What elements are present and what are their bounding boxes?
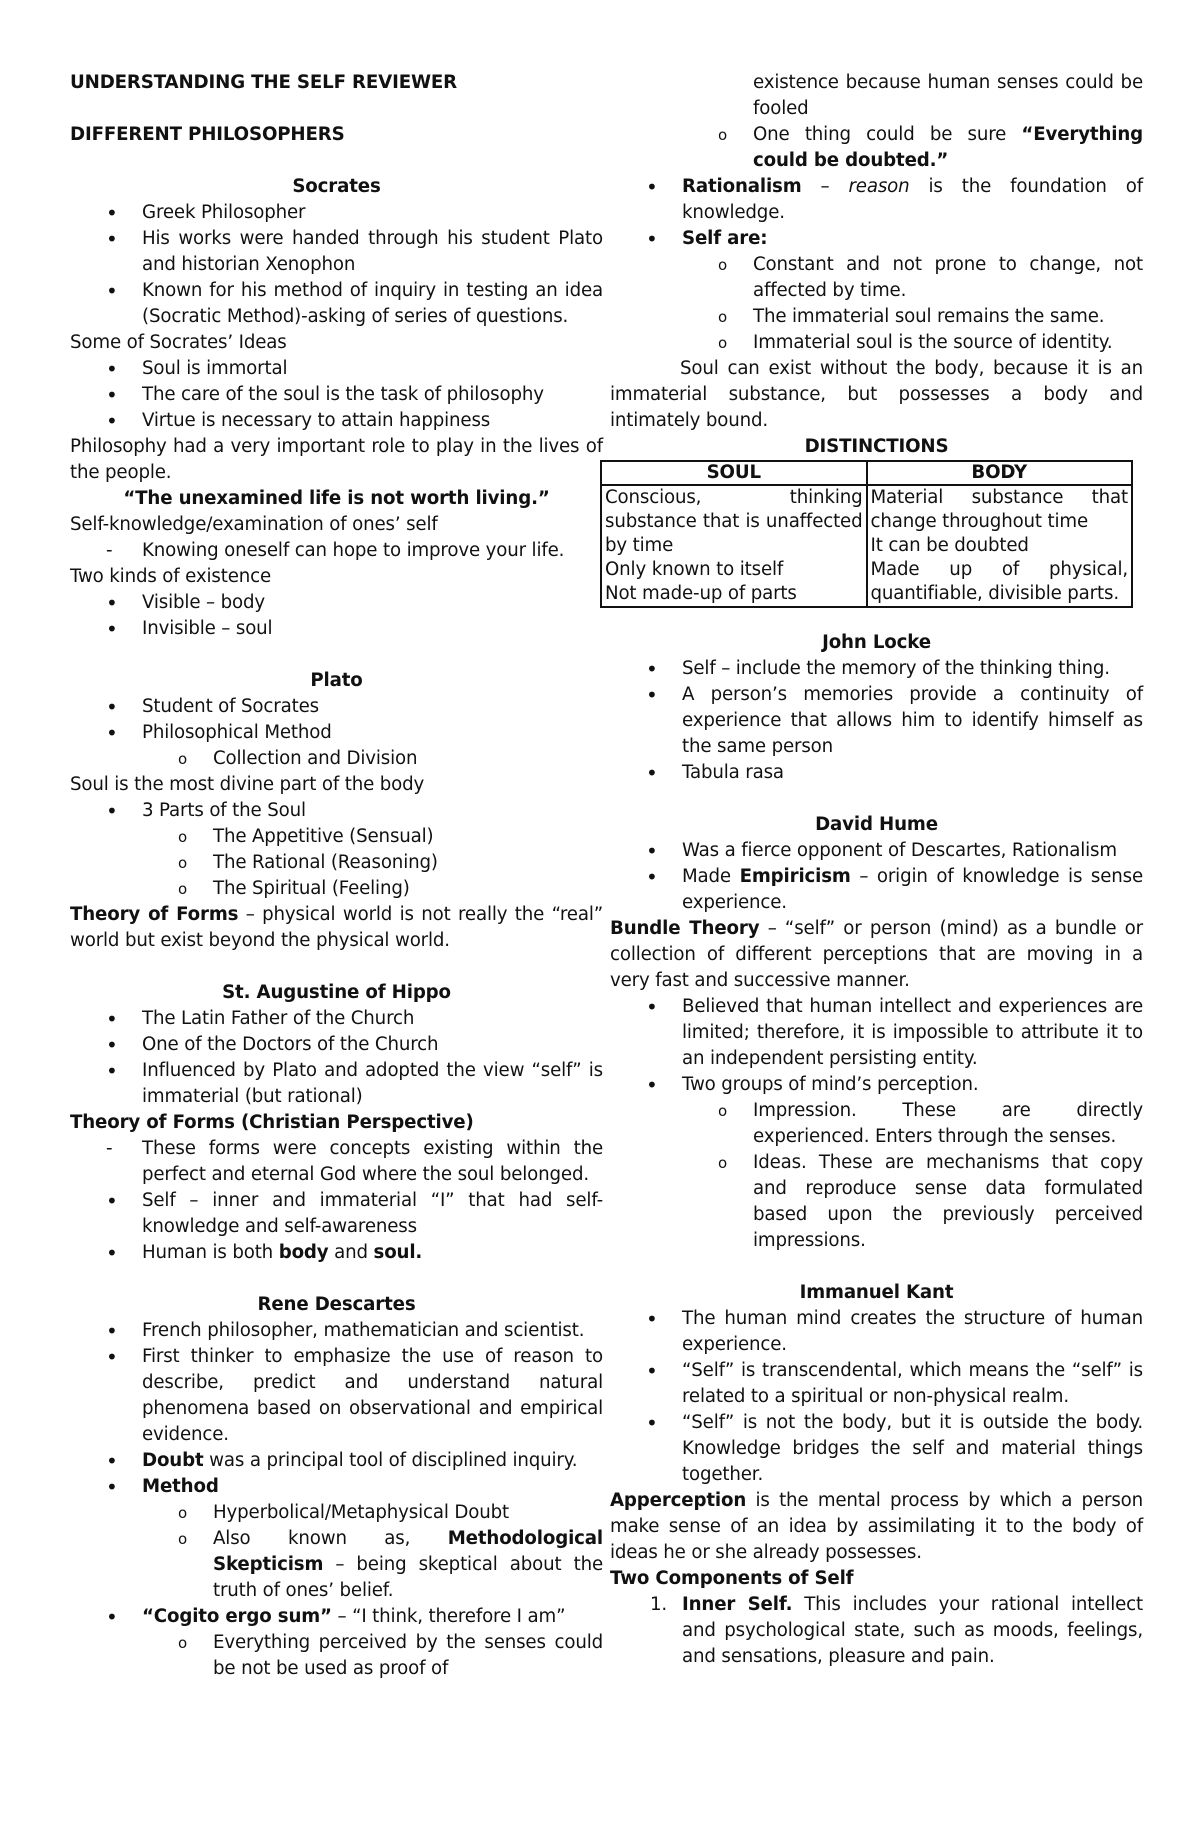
soul-divine: Soul is the most divine part of the body [70,774,425,795]
soul-header: SOUL [601,461,867,485]
list-item: • The care of the soul is the task of philosophy [70,382,603,408]
text: Made [682,866,740,887]
text: and [328,1242,374,1263]
socrates-ideas-label: Some of Socrates’ Ideas [70,332,287,353]
list-item [70,1604,603,1630]
self-knowledge-list [70,538,603,564]
list-item [610,1592,1143,1670]
list-item [70,1526,603,1604]
kant-bullets [610,1306,1143,1488]
text: – being skeptical about the truth of ones’ belief. [213,1554,603,1601]
term: Theory of Forms (Christian Perspective) [70,1112,474,1133]
list-item: • “Self” is not the body, but it is outside the body. Knowledge bridges the self and material things together. [610,1410,1143,1488]
heading-socrates: Socrates [292,176,381,197]
list-item-continued: existence because human senses could be fooled [753,72,1143,119]
locke-bullets [610,656,1143,786]
list-item [610,226,1143,252]
hume-bullets [610,838,1143,916]
socrates-ideas [70,356,603,434]
term: soul. [373,1242,423,1263]
list-item [610,174,1143,226]
heading-locke: John Locke [822,632,931,653]
list-item: o The Spiritual (Feeling) [70,876,603,902]
document-title: UNDERSTANDING THE SELF REVIEWER [70,72,458,93]
term: “Everything could be doubted.” [753,124,1143,171]
list-item: • Tabula rasa [610,760,1143,786]
soul-exist-paragraph: Soul can exist without the body, because it is an immaterial substance, but possesses a body and intimately bound. [610,358,1143,431]
soul-cell [601,485,867,607]
term: Methodological Skepticism [213,1528,603,1575]
apperception [610,1488,1143,1566]
list-item: o Immaterial soul is the source of identity. [610,330,1143,356]
term: Rationalism [682,176,802,197]
table-header-row [601,461,1132,485]
definition: – “self” or person (mind) as a bundle or collection of different perceptions that are moving in a very fast and successive manner. [610,918,1143,991]
right-column [605,70,1143,1670]
list-item: o The Appetitive (Sensual) [70,824,603,850]
list-item: • Was a fierce opponent of Descartes, Rationalism [610,838,1143,864]
table-row [601,485,1132,607]
heading-kant: Immanuel Kant [799,1282,954,1303]
list-item: - Knowing oneself can hope to improve your life. [70,538,603,564]
heading-hume: David Hume [815,814,938,835]
list-item: • Believed that human intellect and experiences are limited; therefore, it is impossible to attribute it to an independent persisting entity. [610,994,1143,1072]
table-cell-line: Only known to itself [605,559,784,580]
term: “Cogito ergo sum” [142,1606,332,1627]
list-item: • The human mind creates the structure of human experience. [610,1306,1143,1358]
list-item: o Collection and Division [70,746,603,772]
list-item: • Self – inner and immaterial “I” that had self-knowledge and self-awareness [70,1188,603,1240]
list-item [610,864,1143,916]
definition: is the mental process by which a person make sense of an idea by assimilating it to the body of ideas he or she already possesses. [610,1490,1143,1563]
list-item: • The Latin Father of the Church [70,1006,603,1032]
list-item: • First thinker to emphasize the use of reason to describe, predict and understand natural phenomena based on observational and empirical evidence. [70,1344,603,1448]
list-item: • Self – include the memory of the thinking thing. [610,656,1143,682]
list-item: • French philosopher, mathematician and scientist. [70,1318,603,1344]
list-item: • Influenced by Plato and adopted the view “self” is immaterial (but rational) [70,1058,603,1110]
list-item: • Known for his method of inquiry in testing an idea (Socratic Method)-asking of series of questions. [70,278,603,330]
existence-label: Two kinds of existence [70,566,272,587]
list-item: • Two groups of mind’s perception. [610,1072,1143,1098]
list-item: • “Self” is transcendental, which means the “self” is related to a spiritual or non-physical realm. [610,1358,1143,1410]
list-item: o Constant and not prone to change, not affected by time. [610,252,1143,304]
list-item: • A person’s memories provide a continuity of experience that allows him to identify himself as the same person [610,682,1143,760]
list-item: o Impression. These are directly experienced. Enters through the senses. [610,1098,1143,1150]
term: body [278,1242,329,1263]
table-cell-line: Material substance that change throughout time [870,487,1128,532]
plato-theory-of-forms [70,902,603,954]
list-item: o The immaterial soul remains the same. [610,304,1143,330]
list-item: • Soul is immortal [70,356,603,382]
list-item [610,122,1143,174]
list-item: o Everything perceived by the senses could be not be used as proof of [70,1630,603,1682]
table-cell-line: Made up of physical, quantifiable, divisible parts. [870,559,1128,604]
list-item: • 3 Parts of the Soul [70,798,603,824]
term: Bundle Theory [610,918,760,939]
table-cell-line: Conscious, thinking substance that is unaffected by time [605,487,863,556]
descartes-bullets [70,1318,603,1682]
text: Also known as, [213,1528,448,1549]
term: Two Components of Self [610,1568,854,1589]
list-item: o Ideas. These are mechanisms that copy and reproduce sense data formulated based upon the previously perceived impressions. [610,1150,1143,1254]
left-column [70,70,603,1682]
list-item [70,1474,603,1500]
list-item: o The Rational (Reasoning) [70,850,603,876]
body-cell [867,485,1133,607]
term: Method [142,1476,219,1497]
definition: This includes your rational intellect and psychological state, such as moods, feelings, and sensations, pleasure and pain. [682,1594,1143,1667]
list-item: • Virtue is necessary to attain happiness [70,408,603,434]
heading-augustine: St. Augustine of Hippo [222,982,451,1003]
text: – “I think, therefore I am” [331,1606,566,1627]
text: was a principal tool of disciplined inquiry. [203,1450,578,1471]
list-item: • Greek Philosopher [70,200,603,226]
descartes-continued [610,70,1143,356]
distinctions-title: DISTINCTIONS [804,436,949,457]
text: is the foundation of knowledge. [682,176,1143,223]
components-label [610,1566,1143,1592]
list-item: • Student of Socrates [70,694,603,720]
list-item: • Visible – body [70,590,603,616]
augustine-forms-list [70,1136,603,1266]
bundle-theory [610,916,1143,994]
list-item: • His works were handed through his student Plato and historian Xenophon [70,226,603,278]
augustine-forms-heading [70,1110,603,1136]
list-item: - These forms were concepts existing within the perfect and eternal God where the soul belonged. [70,1136,603,1188]
emphasis: reason [848,176,910,197]
term: Inner Self. [682,1594,793,1615]
text: One thing could be sure [753,124,1022,145]
table-cell-line: Not made-up of parts [605,583,797,604]
list-item: • Philosophical Method [70,720,603,746]
term: Apperception [610,1490,747,1511]
heading-plato: Plato [310,670,363,691]
term: Doubt [142,1450,204,1471]
section-title: DIFFERENT PHILOSOPHERS [70,124,345,145]
soul-parts [70,798,603,902]
self-knowledge: Self-knowledge/examination of ones’ self [70,514,438,535]
components-list [610,1592,1143,1670]
text: Human is both [142,1242,279,1263]
philosophy-role: Philosophy had a very important role to play in the lives of the people. [70,436,603,483]
socrates-quote: “The unexamined life is not worth living.” [123,488,550,509]
augustine-bullets [70,1006,603,1110]
definition: – physical world is not really the “real” world but exist beyond the physical world. [70,904,603,951]
distinctions-table [600,460,1133,608]
heading-descartes: Rene Descartes [257,1294,416,1315]
term: Empiricism [739,866,851,887]
plato-bullets [70,694,603,772]
text: – [801,176,849,197]
list-item: o Hyperbolical/Metaphysical Doubt [70,1500,603,1526]
socrates-bullets [70,200,603,330]
list-item [70,1240,603,1266]
term: Self are: [682,228,768,249]
existence-list [70,590,603,642]
body-header: BODY [867,461,1133,485]
list-item: • One of the Doctors of the Church [70,1032,603,1058]
term: Theory of Forms [70,904,239,925]
text: – origin of knowledge is sense experience. [682,866,1143,913]
list-item [70,1448,603,1474]
table-cell-line: It can be doubted [870,535,1029,556]
hume-bullets-2 [610,994,1143,1254]
list-item: • Invisible – soul [70,616,603,642]
